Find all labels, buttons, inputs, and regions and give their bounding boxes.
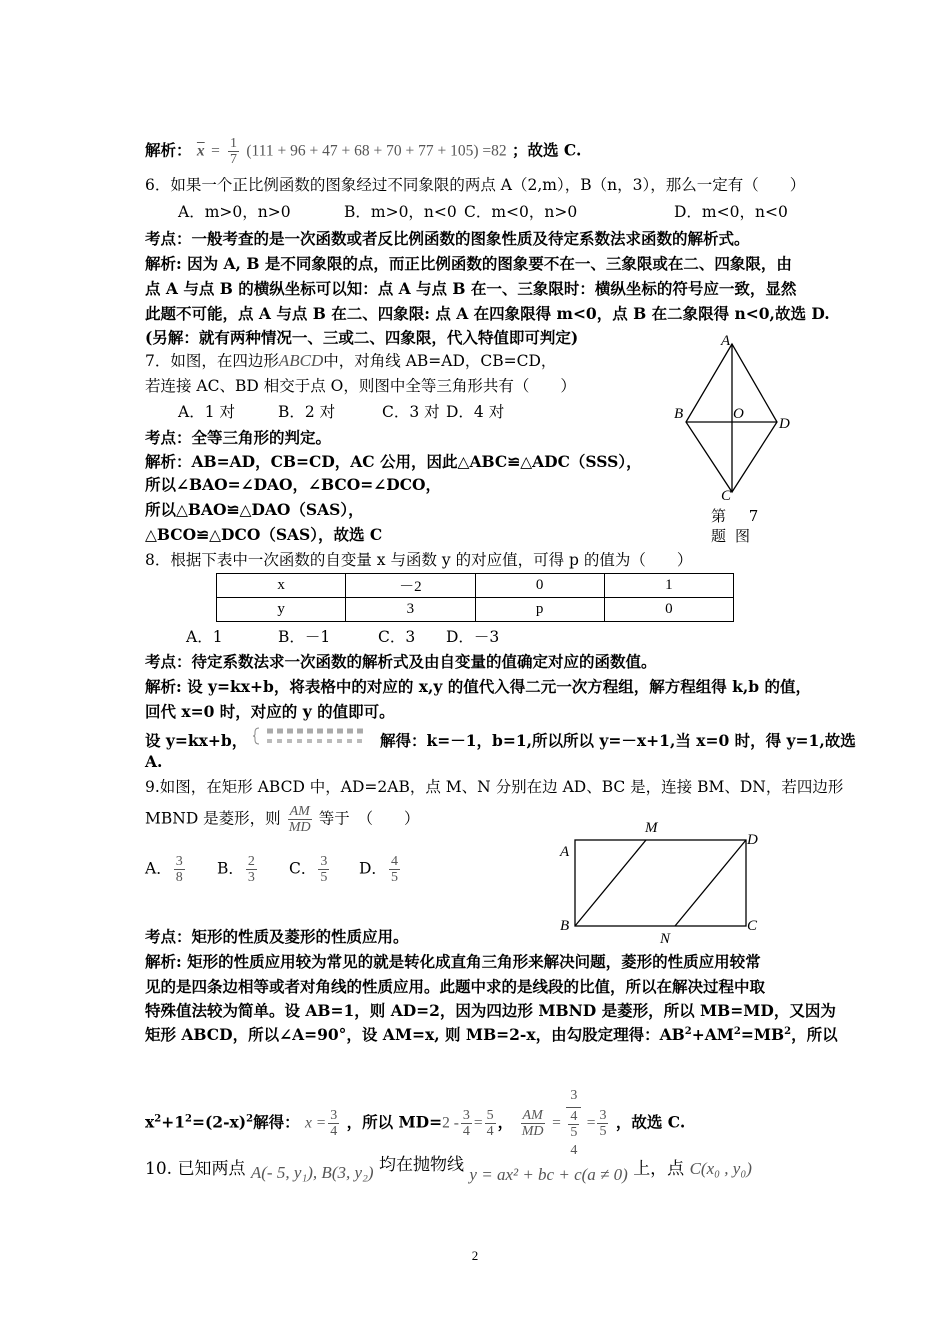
point-n-label: N	[660, 931, 671, 947]
q9-jiexi-2: 见的是四条边相等或者对角线的性质应用。此题中求的是线段的比值，所以在解决过程中取	[145, 977, 766, 996]
q7-figure-caption: 第 7 题图	[711, 507, 768, 545]
q9-options	[145, 854, 402, 885]
vertex-c-label: C	[721, 488, 732, 504]
option-c: C．m<0，n>0	[464, 203, 578, 221]
table-cell: －2	[346, 574, 475, 598]
vertex-a-label: A	[721, 333, 731, 349]
am-md-fraction: $\frac{AM}{MD}$	[288, 804, 311, 835]
option-c: C．3	[378, 628, 416, 646]
option-b: B．2 对	[278, 403, 336, 421]
option-d: D．－3	[446, 628, 500, 646]
q7-jiexi-2: 所以∠BAO=∠DAO，∠BCO=∠DCO，	[145, 475, 442, 494]
q9-stem: 9.如图，在矩形 ABCD 中，AD=2AB，点 M、N 分别在边 AD、BC 是，连接 BM、DN，若四边形	[145, 778, 844, 796]
q7-jiexi-1: 解析：AB=AD，CB=CD，AC 公用，因此△ABC≌△ADC（SSS），	[145, 452, 642, 471]
option-d: D． $\frac{4}{5}$	[359, 854, 398, 885]
q6-jiexi-3: 此题不可能，点 A 与点 B 在二、四象限: 点 A 在四象限得 m<0，点 B 在二象限得 n<0,故选 D.	[145, 304, 830, 323]
q5-solution-line: 解析： $\overline{x}$ = $\frac{1}{7}$ (111 + 96 + 47 + 68 + 70 + 77 + 105) =82 ；故选 C.	[145, 136, 582, 167]
q8-stem: 8．根据下表中一次函数的自变量 x 与函数 y 的对应值，可得 p 的值为（ ）	[145, 551, 693, 569]
q7-stem-2: 若连接 AC、BD 相交于点 O，则图中全等三角形共有（ ）	[145, 377, 576, 395]
q9-stem-2: MBND 是菱形，则 $\frac{AM}{MD}$ 等于 （ ）	[145, 804, 420, 835]
option-c: C．3 对	[382, 403, 440, 421]
q9-kaodian: 考点：矩形的性质及菱形的性质应用。	[145, 927, 409, 946]
q6-jiexi-4: (另解：就有两种情况一、三或二、四象限，代入特值即可判定)	[145, 328, 579, 347]
q8-jiexi-4: A.	[145, 752, 163, 771]
solution-label: 解析：	[145, 140, 192, 160]
equation-system-icon	[253, 726, 373, 746]
option-b: B．m>0，n<0	[344, 203, 457, 221]
x-equals: x =	[304, 1114, 327, 1132]
q6-kaodian: 考点：一般考查的是一次函数或者反比例函数的图象性质及待定系数法求函数的解析式。	[145, 229, 750, 248]
vertex-a-label: A	[560, 844, 570, 860]
ratio-fraction: $\frac{AM}{MD}$	[521, 1108, 544, 1139]
q9-jiexi-5: $x^2+1^2=(2-x)^2$解得： x = $\frac{3}{4}$ ，所以 MD=2 - $\frac{3}{4}$ = $\frac{5}{4}$ ， $\frac{AM}{MD}$ = 3 $\frac{4}{5}$ 4 = $\frac{3}{5}$ ，故选 C.	[145, 1085, 685, 1162]
x-value-fraction: $\frac{3}{4}$	[330, 1108, 338, 1139]
q8-jiexi-2: 回代 x=0 时，对应的 y 的值即可。	[145, 702, 395, 721]
vertex-b-label: B	[560, 918, 570, 934]
q6-stem: 6．如果一个正比例函数的图象经过不同象限的两点 A（2,m），B（n，3），那么一定有（ ）	[145, 176, 806, 194]
option-a: A．1 对	[178, 403, 235, 421]
q10-stem: 10. 已知两点 A(- 5, y₁), B(3, y₂) 均在抛物线 y = ax² + bc + c(a ≠ 0) 上，点 C(x₀ , y₀)	[145, 1155, 752, 1184]
vertex-c-label: C	[747, 918, 758, 934]
q9-jiexi-4: 矩形 ABCD，所以∠A=90°，设 AM=x, 则 MB=2-x，由勾股定理得：$AB^2+AM^2=MB^2$，所以	[145, 1025, 838, 1044]
q7-options	[178, 402, 504, 422]
vertex-d-label: D	[779, 416, 790, 432]
q6-options	[178, 202, 788, 222]
table-cell: 3	[346, 598, 475, 622]
q6-jiexi-2: 点 A 与点 B 的横纵坐标可以知：点 A 与点 B 在一、三象限时：横纵坐标的符号应一致，显然	[145, 279, 797, 298]
q8-value-table	[216, 573, 734, 622]
table-cell: 0	[604, 598, 733, 622]
option-c: C． $\frac{3}{5}$	[289, 854, 328, 885]
table-cell: p	[475, 598, 604, 622]
option-a: A．1	[186, 628, 223, 646]
option-d: D．4 对	[446, 403, 505, 421]
table-cell: 0	[475, 574, 604, 598]
point-c-expression: C(x₀ , y₀)	[689, 1159, 752, 1178]
q9-jiexi-1: 解析: 矩形的性质应用较为常见的就是转化成直角三角形来解决问题，菱形的性质应用较常	[145, 952, 761, 971]
point-o-label: O	[733, 406, 744, 422]
q9-jiexi-3: 特殊值法较为简单。设 AB=1，则 AD=2，因为四边形 MBND 是菱形，所以 MB=MD，又因为	[145, 1001, 836, 1020]
q8-jiexi-3: 设 y=kx+b， 解得：k=－1，b=1,所以所以 y=－x+1,当 x=0 时，得 y=1,故选	[145, 726, 856, 751]
vertex-b-label: B	[674, 406, 684, 422]
answer-text: ；故选 C.	[512, 140, 582, 160]
point-m-label: M	[645, 820, 658, 836]
table-row	[217, 574, 734, 598]
mean-symbol: $\overline{x}$	[196, 142, 205, 160]
q8-options	[186, 627, 499, 647]
quad-name: ABCD	[278, 351, 324, 370]
fraction: $\frac{1}{7}$	[229, 136, 237, 167]
table-cell: x	[217, 574, 346, 598]
option-b: B．－1	[278, 628, 331, 646]
q7-jiexi-3: 所以△BAO≌△DAO（SAS），	[145, 500, 364, 519]
page-number: 2	[471, 1248, 479, 1263]
option-d: D．m<0，n<0	[674, 203, 788, 221]
segment-nd	[675, 840, 746, 926]
q6-jiexi-1: 解析: 因为 A, B 是不同象限的点，而正比例函数的图象要不在一、三象限或在二、四象限，由	[145, 254, 792, 273]
q7-kite-figure	[665, 328, 805, 508]
table-cell: 1	[604, 574, 733, 598]
table-cell: y	[217, 598, 346, 622]
mean-expression: (111 + 96 + 47 + 68 + 70 + 77 + 105) =82	[246, 142, 507, 160]
vertex-d-label: D	[747, 832, 758, 848]
equation-system-image	[253, 726, 375, 751]
q8-jiexi-1: 解析: 设 y=kx+b，将表格中的对应的 x,y 的值代入得二元一次方程组，解方程组得 k,b 的值，	[145, 677, 812, 696]
segment-bm	[575, 840, 646, 926]
q8-kaodian: 考点：待定系数法求一次函数的解析式及由自变量的值确定对应的函数值。	[145, 652, 657, 671]
option-a: A． $\frac{3}{8}$	[145, 854, 183, 885]
points-expression: A(- 5, y₁), B(3, y₂)	[250, 1163, 374, 1182]
q9-rectangle-figure	[550, 812, 775, 952]
table-row	[217, 598, 734, 622]
q7-jiexi-4: △BCO≌△DCO（SAS），故选 C	[145, 525, 383, 544]
option-b: B． $\frac{2}{3}$	[217, 854, 255, 885]
q7-kaodian: 考点：全等三角形的判定。	[145, 428, 332, 447]
option-a: A．m>0，n>0	[178, 203, 291, 221]
q7-stem: 7．如图，在四边形ABCD中，对角线 AB=AD，CB=CD，	[145, 351, 557, 370]
compound-fraction: 3 $\frac{4}{5}$ 4	[566, 1085, 581, 1162]
rectangle-abcd	[575, 840, 746, 926]
parabola-expression: y = ax² + bc + c(a ≠ 0)	[469, 1165, 628, 1184]
